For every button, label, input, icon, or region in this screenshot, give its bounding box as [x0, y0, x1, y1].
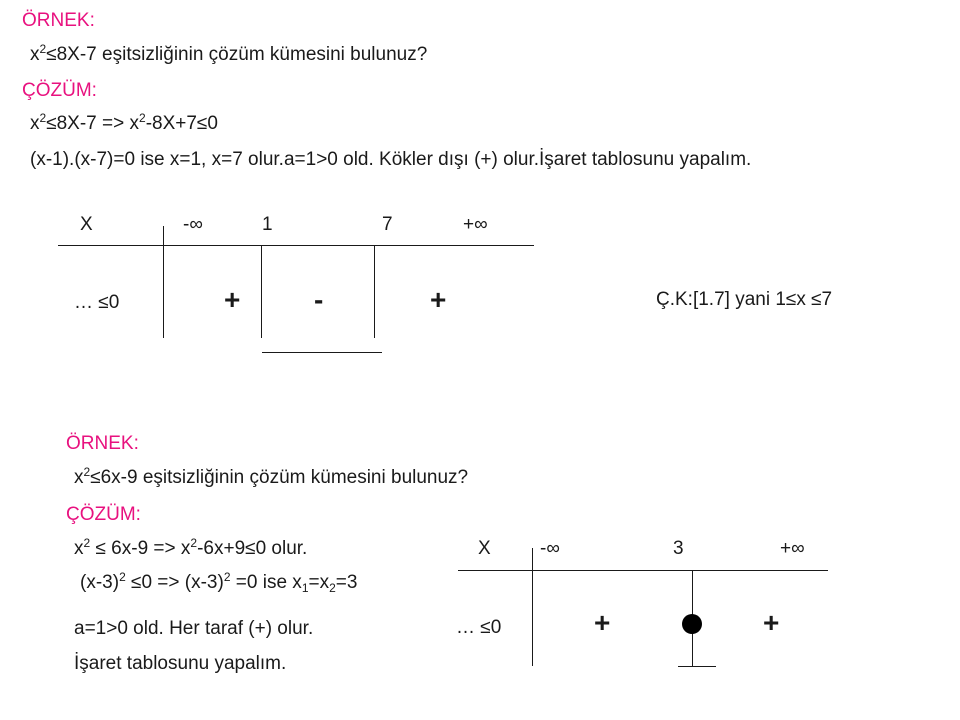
example2-step1: $x^2 \le 6x-9 => x^2-6x+9\le 0$ olur.	[74, 536, 308, 559]
example1-answer: Ç.K:[1.7] yani 1≤x ≤7	[656, 289, 833, 310]
table2-solution-underline	[678, 666, 716, 667]
table1-root-7: 7	[382, 214, 393, 235]
table1-sign-middle: -	[314, 284, 324, 315]
example1-question: $x^2\le 8X-7$ eşitsizliğinin çözüm kümesini bulunuz?	[30, 42, 428, 65]
example2-step4: İşaret tablosunu yapalım.	[74, 653, 287, 674]
table2-root-dot	[682, 614, 702, 634]
example1-heading: ÖRNEK:	[22, 10, 95, 31]
table2-root-3: 3	[673, 538, 684, 559]
table2-variable: X	[478, 538, 491, 559]
table1-root7-line	[374, 245, 375, 338]
example2-solution-heading: ÇÖZÜM:	[66, 504, 141, 525]
example2-heading: ÖRNEK:	[66, 433, 139, 454]
table1-vertical-line	[163, 226, 164, 338]
example2-question: $x^2\le 6x-9$ eşitsizliğinin çözüm kümesini bulunuz?	[74, 465, 469, 488]
example1-solution-heading: ÇÖZÜM:	[22, 80, 97, 101]
example2-step3: a=1>0 old. Her taraf (+) olur.	[74, 618, 314, 639]
example2-step2: $(x-3)^2 \le 0 => (x-3)^2 =0$ ise $x_1=x_2=3$	[80, 570, 358, 595]
example1-step1: $x^2\le 8X-7 => x^2-8X+7\le 0$	[30, 111, 218, 134]
table1-row-label: … ≤0	[74, 292, 120, 313]
example1-step2: (x-1).(x-7)=0 ise x=1, x=7 olur.a=1>0 old. Kökler dışı (+) olur.İşaret tablosunu yapalım.	[30, 149, 752, 170]
table1-root1-line	[261, 245, 262, 338]
table1-solution-underline	[262, 352, 382, 353]
table2-vertical-line	[532, 548, 533, 666]
table1-root-1: 1	[262, 214, 273, 235]
table1-sign-right: +	[430, 284, 447, 315]
table1-variable: X	[80, 214, 93, 235]
table1-header-line	[58, 245, 534, 246]
table1-sign-left: +	[224, 284, 241, 315]
table2-neg-infinity: -∞	[540, 538, 560, 559]
table2-header-line	[458, 570, 828, 571]
table1-neg-infinity: -∞	[183, 214, 203, 235]
table2-pos-infinity: +∞	[780, 538, 805, 559]
table1-pos-infinity: +∞	[463, 214, 488, 235]
table2-sign-left: +	[594, 607, 611, 638]
table2-sign-right: +	[763, 607, 780, 638]
table2-row-label: … ≤0	[456, 617, 502, 638]
